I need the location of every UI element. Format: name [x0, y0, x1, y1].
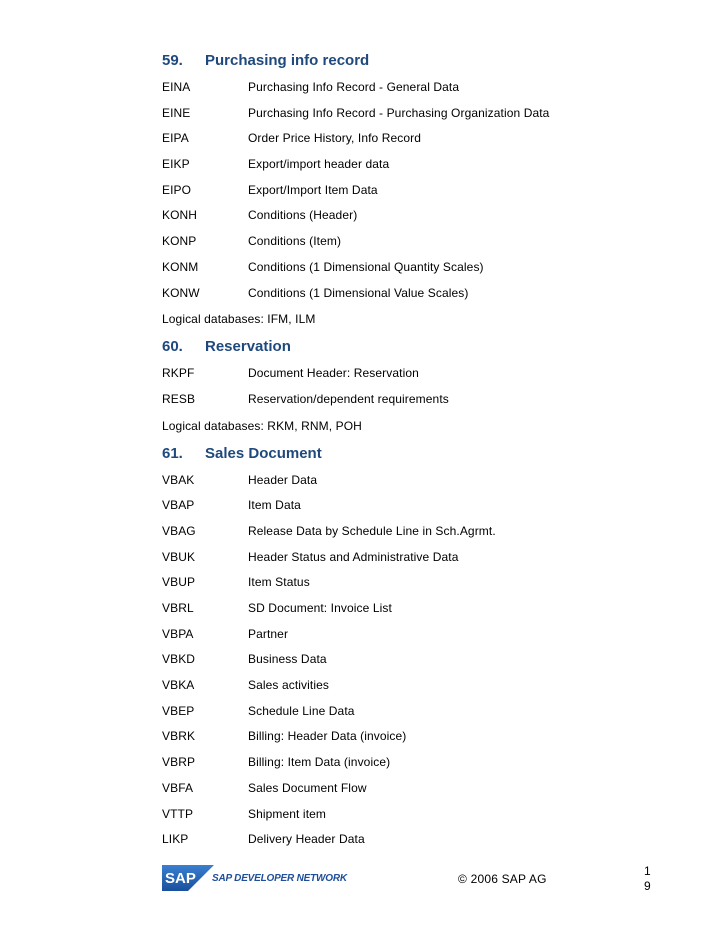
- table-row: [162, 208, 682, 234]
- section-reservation: [162, 338, 682, 444]
- table-code: EIKP: [162, 157, 190, 172]
- section-title: Reservation: [205, 338, 291, 356]
- table-row: [162, 286, 682, 312]
- section-number: 60.: [162, 338, 183, 356]
- table-row: [162, 601, 682, 627]
- table-code: VBRL: [162, 601, 194, 615]
- table-description: Item Data: [248, 498, 301, 513]
- table-code: VBFA: [162, 780, 194, 795]
- document-body: [162, 52, 682, 858]
- table-code: KONP: [162, 234, 197, 249]
- table-code: KONH: [162, 208, 198, 223]
- table-code: LIKP: [162, 832, 189, 847]
- table-description: Schedule Line Data: [248, 703, 355, 718]
- table-row: [162, 106, 682, 132]
- section-number: 59.: [162, 52, 183, 69]
- table-code: VBAK: [162, 472, 195, 487]
- page-number: [644, 864, 654, 894]
- table-description: Conditions (Item): [248, 234, 342, 249]
- table-row: [162, 575, 682, 601]
- table-description: Release Data by Schedule Line in Sch.Agrmt.: [248, 523, 496, 538]
- table-description: Export/import header data: [248, 157, 390, 172]
- table-description: Document Header: Reservation: [248, 366, 419, 381]
- table-code: VTTP: [162, 806, 194, 821]
- table-description: Export/Import Item Data: [248, 182, 378, 197]
- table-code: VBUP: [162, 575, 196, 590]
- table-code: VBPA: [162, 626, 194, 641]
- table-description: Item Status: [248, 575, 310, 590]
- table-description: Partner: [248, 626, 289, 641]
- table-description: Purchasing Info Record - Purchasing Organization Data: [248, 105, 550, 120]
- table-description: SD Document: Invoice List: [248, 601, 392, 615]
- section-title: Sales Document: [205, 444, 322, 462]
- table-row: [162, 392, 682, 418]
- table-description: Business Data: [248, 652, 327, 667]
- table-row: [162, 652, 682, 678]
- table-row: [162, 131, 682, 157]
- table-code: KONW: [162, 285, 200, 300]
- section-heading: [162, 52, 682, 72]
- table-row: [162, 473, 682, 499]
- table-code: VBRP: [162, 755, 196, 770]
- table-row: [162, 678, 682, 704]
- table-row: [162, 366, 682, 392]
- table-description: Header Status and Administrative Data: [248, 549, 459, 564]
- logical-databases: Logical databases: RKM, RNM, POH: [162, 418, 362, 433]
- table-description: Sales Document Flow: [248, 780, 367, 795]
- table-row: [162, 704, 682, 730]
- table-row: [162, 781, 682, 807]
- sap-logo-text: SAP: [165, 870, 196, 887]
- table-row: [162, 157, 682, 183]
- section-number: 61.: [162, 444, 183, 462]
- table-code: KONM: [162, 259, 199, 274]
- table-description: Billing: Header Data (invoice): [248, 729, 407, 744]
- page-number-line-1: 1: [644, 864, 651, 878]
- page-number-line-2: 9: [644, 879, 651, 893]
- table-code: EIPA: [162, 131, 189, 146]
- table-code: VBAG: [162, 523, 196, 538]
- table-description: Conditions (1 Dimensional Value Scales): [248, 285, 469, 300]
- table-code: EINE: [162, 105, 191, 120]
- table-row: [162, 729, 682, 755]
- table-description: Conditions (Header): [248, 208, 358, 223]
- table-code: VBRK: [162, 729, 196, 744]
- table-description: Order Price History, Info Record: [248, 131, 422, 146]
- table-row: [162, 755, 682, 781]
- copyright-text: © 2006 SAP AG: [458, 872, 547, 886]
- table-code: RKPF: [162, 366, 195, 381]
- table-description: Sales activities: [248, 678, 329, 693]
- table-row: [162, 832, 682, 858]
- section-title: Purchasing info record: [205, 52, 370, 69]
- table-code: VBUK: [162, 549, 196, 564]
- table-description: Reservation/dependent requirements: [248, 391, 449, 406]
- table-code: VBEP: [162, 703, 195, 718]
- table-row: [162, 80, 682, 106]
- table-description: Conditions (1 Dimensional Quantity Scales): [248, 259, 484, 274]
- table-code: EINA: [162, 80, 191, 94]
- table-row: [162, 183, 682, 209]
- table-code: VBAP: [162, 498, 195, 513]
- table-description: Header Data: [248, 472, 318, 487]
- table-row: [162, 234, 682, 260]
- page-footer: [0, 860, 728, 900]
- table-row: [162, 498, 682, 524]
- section-heading: [162, 445, 682, 465]
- table-row: [162, 627, 682, 653]
- logical-databases: Logical databases: IFM, ILM: [162, 312, 316, 327]
- sap-logo: [162, 865, 214, 891]
- section-sales-document: [162, 445, 682, 858]
- table-description: Delivery Header Data: [248, 832, 365, 847]
- developer-network-text: SAP DEVELOPER NETWORK: [212, 873, 347, 884]
- section-purchasing-info-record: [162, 52, 682, 338]
- table-description: Shipment item: [248, 806, 326, 821]
- table-row: [162, 524, 682, 550]
- table-code: VBKD: [162, 652, 196, 667]
- table-code: EIPO: [162, 182, 192, 197]
- table-description: Purchasing Info Record - General Data: [248, 80, 460, 94]
- table-code: VBKA: [162, 678, 195, 693]
- table-code: RESB: [162, 391, 196, 406]
- section-heading: [162, 338, 682, 358]
- table-row: [162, 260, 682, 286]
- table-description: Billing: Item Data (invoice): [248, 755, 391, 770]
- table-row: [162, 550, 682, 576]
- table-row: [162, 807, 682, 833]
